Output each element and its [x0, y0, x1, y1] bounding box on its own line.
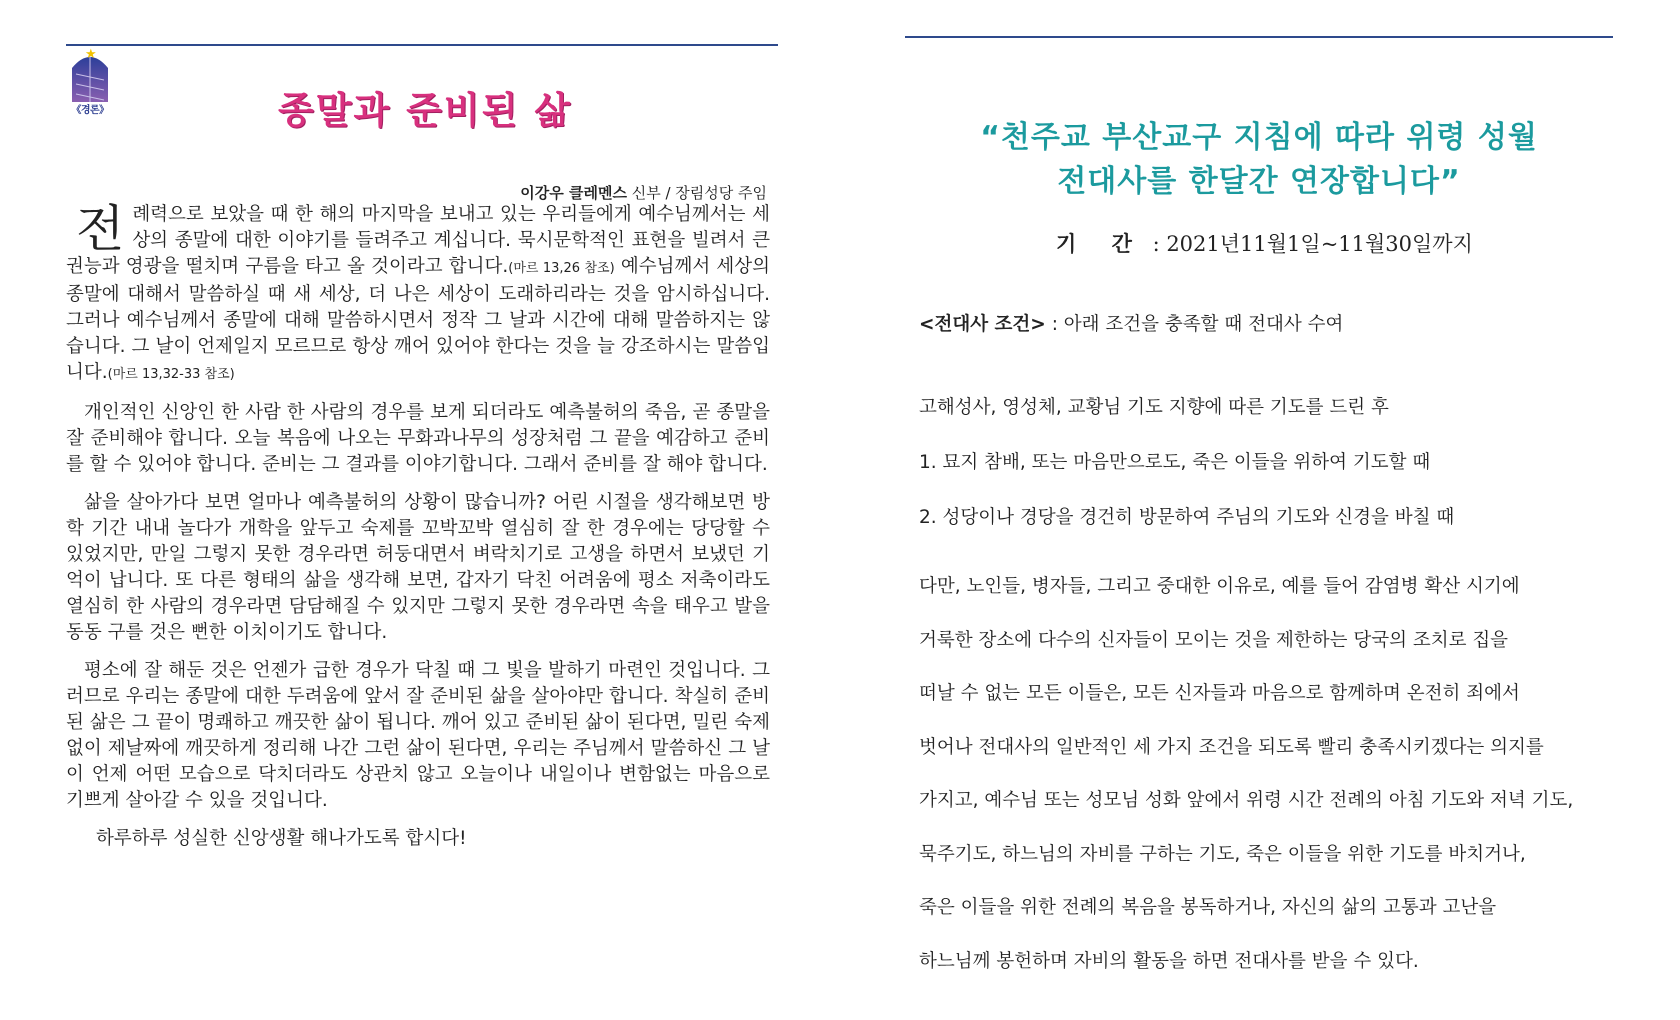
body-line: 벗어나 전대사의 일반적인 세 가지 조건을 되도록 빨리 충족시키겠다는 의지를: [919, 736, 1544, 758]
scripture-reference: (마르 13,26 참조): [508, 261, 615, 276]
body-line: 떠날 수 없는 모든 이들은, 모든 신자들과 마음으로 함께하며 온전히 죄에서: [919, 683, 1520, 704]
author-name: 이강우 클레멘스: [520, 184, 627, 202]
drop-cap: 전: [76, 200, 125, 258]
paragraph-1-text-a: 례력으로 보았을 때 한 해의 마지막을 보내고 있는 우리들에게 예수님께서는 세상의 종말에 대한 이야기를 들려주고 계십니다. 묵시문학적인 표현을 빌려서 큰 권능과 영광을 떨치며 구름을 타고 올 것이라고 합니다.: [66, 204, 770, 277]
parish-logo: [68, 46, 112, 118]
conditions-label: <전대사 조건>: [919, 314, 1046, 335]
body-line: 다만, 노인들, 병자들, 그리고 중대한 이유로, 예를 들어 감염병 확산 시기에: [919, 576, 1520, 597]
body-line: 거룩한 장소에 다수의 신자들이 모이는 것을 제한하는 당국의 조치로 집을: [919, 629, 1509, 651]
star-icon: ★: [85, 47, 97, 62]
condition-item-1: 1. 묘지 참배, 또는 마음만으로도, 죽은 이들을 위하여 기도할 때: [919, 452, 1431, 473]
period-line: [1056, 228, 1473, 258]
conditions-text: : 아래 조건을 충족할 때 전대사 수여: [1045, 314, 1344, 335]
article-body: [66, 202, 770, 864]
author-role: 신부 / 장림성당 주임: [631, 184, 767, 202]
paragraph-3: 삶을 살아가다 보면 얼마나 예측불허의 상황이 많습니까? 어린 시절을 생각해보면 방학 기간 내내 놀다가 개학을 앞두고 숙제를 꼬박꼬박 열심히 잘 한 경우에는 당당할 수 있었지만, 만일 그렇지 못한 경우라면 허둥대면서 벼락치기로 고생을 하면서 보냈던 기억이 납니다. 또 다른 형태의 삶을 생각해 보면, 갑자기 닥친 어려움에 평소 저축이라도 열심히 한 사람의 경우라면 담담해질 수 있지만 그렇지 못한 경우라면 속을 태우고 발을 동동 구를 것은 뻔한 이치이기도 합니다.: [66, 492, 770, 643]
condition-item-2: 2. 성당이나 경당을 경건히 방문하여 주님의 기도와 신경을 바칠 때: [919, 507, 1455, 528]
notice-title-line-2: 전대사를 한달간 연장합니다”: [1057, 164, 1461, 199]
conditions-line: [919, 310, 1343, 336]
paragraph-1-text-b: 예수님께서 세상의 종말에 대해서 말씀하실 때 새 세상, 더 나은 세상이 도래하리라는 것을 암시하십니다. 그러나 예수님께서 종말에 대해 말씀하시면서 정작 그 날과 시간에 대해 말씀하지는 않습니다. 그 날이 언제일지 모르므로 항상 깨어 있어야 한다는 것을 늘 강조하시는 말씀입니다.: [66, 256, 770, 383]
period-value: : 2021년11월1일~11월30일까지: [1145, 232, 1473, 256]
paragraph-1: [66, 202, 770, 388]
body-line: 하느님께 봉헌하며 자비의 활동을 하면 전대사를 받을 수 있다.: [919, 950, 1419, 972]
scripture-reference: (마르 13,32-33 참조): [107, 367, 235, 382]
body-line: 묵주기도, 하느님의 자비를 구하는 기도, 죽은 이들을 위한 기도를 바치거나,: [919, 843, 1526, 865]
closing-line: 하루하루 성실한 신앙생활 해나가도록 합시다!: [96, 828, 467, 849]
notice-title: [905, 116, 1613, 204]
body-line: 죽은 이들을 위한 전례의 복음을 봉독하거나, 자신의 삶의 고통과 고난을: [919, 897, 1497, 918]
paragraph-4: 평소에 잘 해둔 것은 언젠가 급한 경우가 닥칠 때 그 빛을 발하기 마련인 것입니다. 그러므로 우리는 종말에 대한 두려움에 앞서 잘 준비된 삶을 살아야만 합니다. 착실히 준비된 삶은 그 끝이 명쾌하고 깨끗한 삶이 됩니다. 깨어 있고 준비된 삶이 된다면, 밀린 숙제 없이 제날짜에 깨끗하게 정리해 나간 그런 삶이 된다면, 우리는 주님께서 말씀하신 그 날이 언제 어떤 모습으로 닥치더라도 상관치 않고 오늘이나 내일이나 변함없는 마음으로 기쁘게 살아갈 수 있을 것입니다.: [66, 660, 770, 811]
top-rule-right: [905, 36, 1613, 38]
period-label: 기 간: [1056, 232, 1146, 256]
article-title: 종말과 준비된 삶: [278, 89, 572, 132]
author-line: [520, 182, 767, 203]
notice-body: [919, 560, 1609, 988]
body-line: 가지고, 예수님 또는 성모님 성화 앞에서 위령 시간 전례의 아침 기도와 저녁 기도,: [919, 790, 1574, 811]
prerequisite-line: 고해성사, 영성체, 교황님 기도 지향에 따른 기도를 드린 후: [919, 397, 1389, 418]
paragraph-2: 개인적인 신앙인 한 사람 한 사람의 경우를 보게 되더라도 예측불허의 죽음, 곧 종말을 잘 준비해야 합니다. 오늘 복음에 나오는 무화과나무의 성장처럼 그 끝을 예감하고 준비를 할 수 있어야 합니다. 준비는 그 결과를 이야기합니다. 그래서 준비를 잘 해야 합니다.: [66, 402, 770, 475]
notice-title-line-1: “천주교 부산교구 지침에 따라 위령 성월: [980, 120, 1538, 155]
top-rule-left: [66, 44, 778, 46]
logo-text: 《경론》: [71, 105, 109, 116]
